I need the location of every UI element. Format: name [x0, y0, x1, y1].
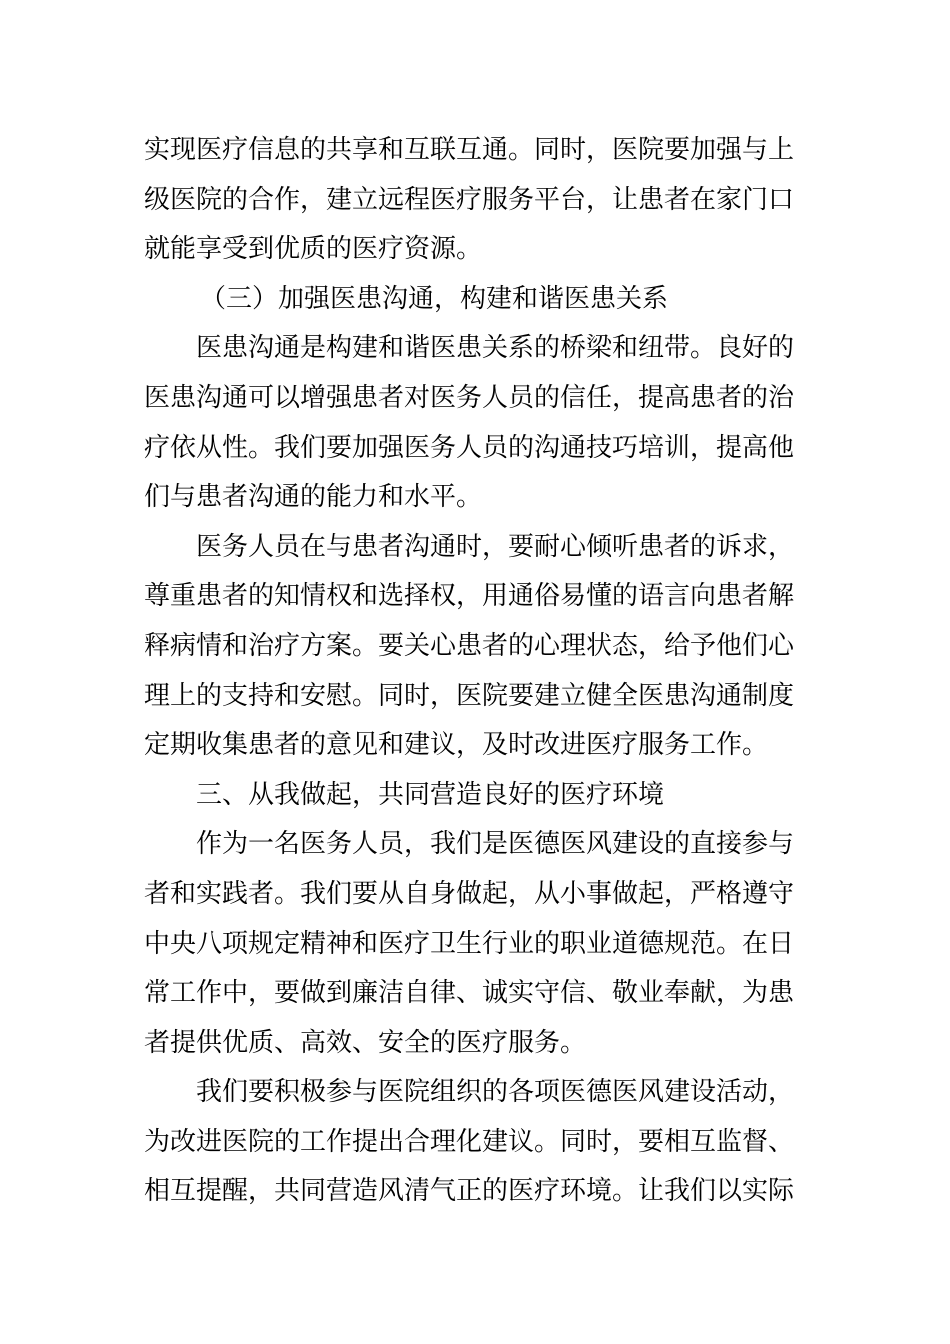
text-line: 理上的支持和安慰。同时，医院要建立健全医患沟通制度 — [144, 680, 795, 711]
text-line: 释病情和治疗方案。要关心患者的心理状态，给予他们心 — [144, 630, 795, 661]
text-line: 者和实践者。我们要从自身做起，从小事做起，严格遵守 — [144, 878, 795, 909]
section-heading: 三、从我做起，共同营造良好的医疗环境 — [196, 779, 665, 810]
paragraph-first-line: 医务人员在与患者沟通时，要耐心倾听患者的诉求， — [196, 531, 795, 562]
text-line: 定期收集患者的意见和建议，及时改进医疗服务工作。 — [144, 730, 769, 761]
text-line: 实现医疗信息的共享和互联互通。同时，医院要加强与上 — [144, 135, 795, 165]
section-subheading: （三）加强医患沟通，构建和谐医患关系 — [200, 283, 669, 314]
text-line: 疗依从性。我们要加强医务人员的沟通技巧培训，提高他 — [144, 432, 795, 463]
text-line: 常工作中，要做到廉洁自律、诚实守信、敬业奉献，为患 — [144, 978, 795, 1009]
paragraph-first-line: 作为一名医务人员，我们是医德医风建设的直接参与 — [196, 829, 795, 860]
text-line: 医患沟通可以增强患者对医务人员的信任，提高患者的治 — [144, 382, 795, 413]
text-line: 相互提醒，共同营造风清气正的医疗环境。让我们以实际 — [144, 1176, 795, 1207]
text-line: 就能享受到优质的医疗资源。 — [144, 234, 483, 265]
text-line: 尊重患者的知情权和选择权，用通俗易懂的语言向患者解 — [144, 581, 795, 612]
text-line: 者提供优质、高效、安全的医疗服务。 — [144, 1027, 587, 1058]
text-line: 们与患者沟通的能力和水平。 — [144, 482, 483, 513]
paragraph-first-line: 我们要积极参与医院组织的各项医德医风建设活动， — [196, 1077, 795, 1108]
text-line: 级医院的合作，建立远程医疗服务平台，让患者在家门口 — [144, 184, 795, 215]
document-body — [144, 126, 808, 1217]
paragraph-first-line: 医患沟通是构建和谐医患关系的桥梁和纽带。良好的 — [196, 333, 795, 364]
text-line: 中央八项规定精神和医疗卫生行业的职业道德规范。在日 — [144, 928, 795, 959]
text-line: 为改进医院的工作提出合理化建议。同时，要相互监督、 — [144, 1126, 795, 1157]
